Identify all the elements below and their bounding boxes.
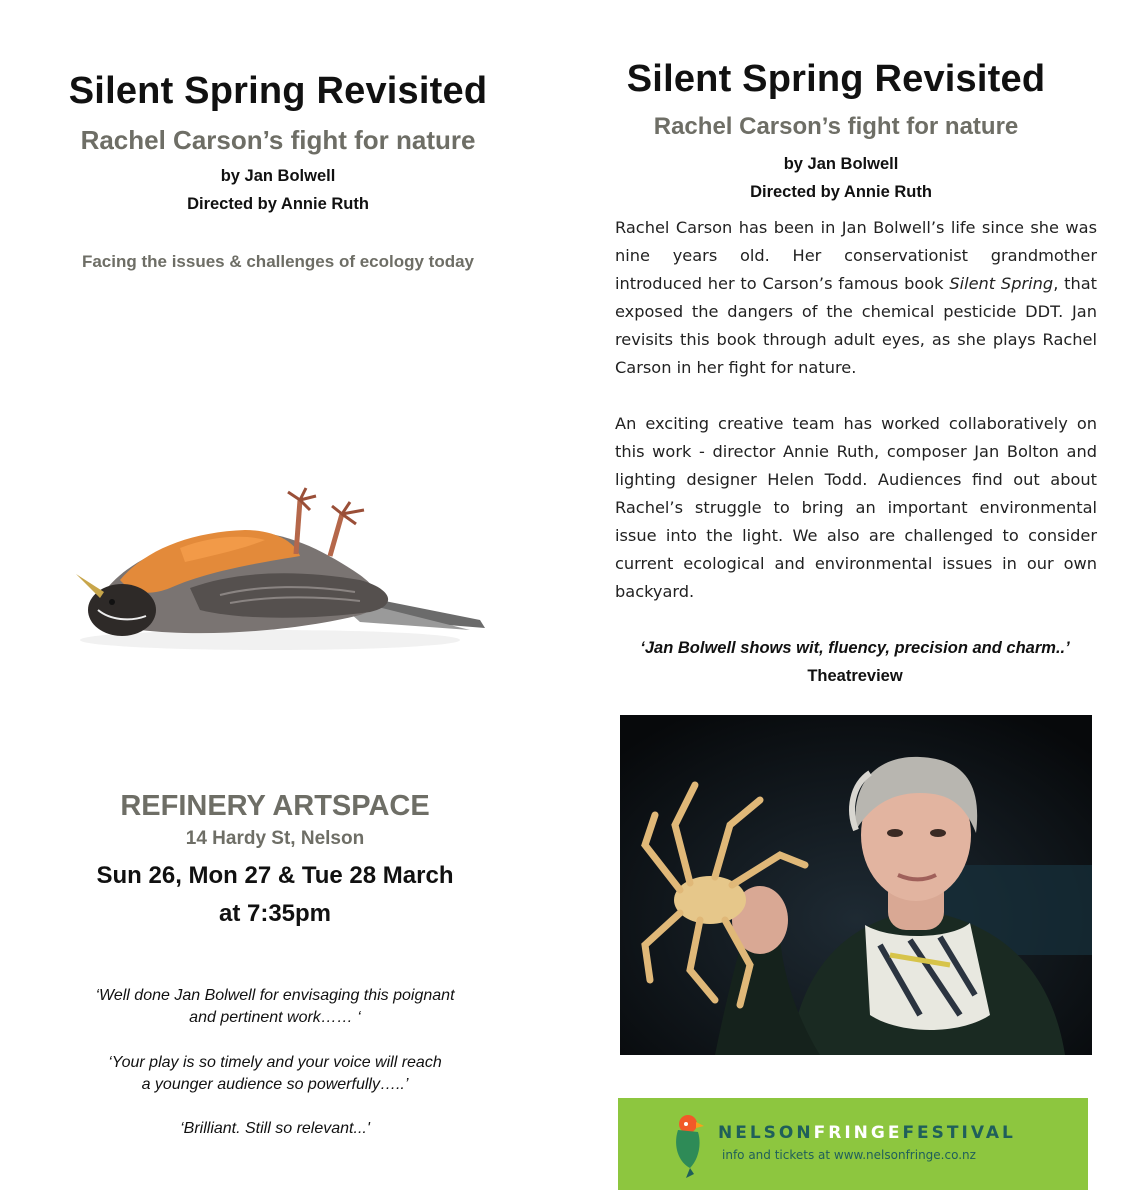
festival-word-fringe: FRINGE — [813, 1123, 903, 1143]
performer-photo-illustration — [620, 715, 1092, 1055]
quote-line: ‘Your play is so timely and your voice will reach — [108, 1054, 442, 1071]
right-subtitle: Rachel Carson’s fight for nature — [653, 113, 1019, 140]
dead-bird-illustration — [60, 470, 500, 660]
festival-word-nelson: NELSON — [718, 1123, 814, 1143]
left-subtitle: Rachel Carson’s fight for nature — [80, 125, 476, 155]
parrot-logo-icon — [668, 1110, 718, 1180]
paragraph-1: Rachel Carson has been in Jan Bolwell’s life since she was nine years old. Her conservationist grandmother introduced her to Carson’s famous book Silent Spring, that exposed the dangers of the chemical pesticide DDT. Jan revisits this book through adult eyes, as she plays Rachel Carson in her fight for nature. — [615, 218, 1097, 377]
quote-line: ‘Brilliant. Still so relevant...' — [180, 1120, 370, 1137]
festival-name — [718, 1123, 1016, 1143]
performance-time: at 7:35pm — [218, 900, 332, 927]
review-quote: ‘Jan Bolwell shows wit, fluency, precision and charm..’ — [640, 639, 1070, 657]
book-title: Silent Spring — [949, 274, 1054, 293]
audience-quote — [40, 1118, 510, 1140]
left-byline: by Jan Bolwell — [220, 167, 336, 185]
paragraph-2: An exciting creative team has worked collaboratively on this work - director Annie Ruth, composer Jan Bolton and lighting designer Helen Todd. Audiences find out about Rachel’s struggle to bring an important environmental issue into the light. We also are challenged to consider current ecological and environmental issues in our own backyard. — [615, 414, 1097, 601]
audience-quote — [40, 985, 510, 1029]
quote-line: and pertinent work…… ‘ — [189, 1009, 361, 1026]
festival-banner[interactable] — [618, 1098, 1088, 1190]
right-title: Silent Spring Revisited — [626, 58, 1046, 100]
left-director: Directed by Annie Ruth — [187, 195, 369, 213]
performer-photo — [620, 715, 1092, 1055]
venue-address: 14 Hardy St, Nelson — [185, 828, 365, 849]
audience-quote — [40, 1052, 510, 1096]
venue-name: REFINERY ARTSPACE — [120, 790, 430, 822]
left-title: Silent Spring Revisited — [68, 70, 488, 112]
description-text — [615, 214, 1097, 606]
right-byline: by Jan Bolwell — [783, 155, 899, 173]
right-director: Directed by Annie Ruth — [750, 183, 932, 201]
festival-tickets-link[interactable]: info and tickets at www.nelsonfringe.co.nz — [722, 1148, 976, 1162]
quote-line: ‘Well done Jan Bolwell for envisaging this poignant — [95, 987, 455, 1004]
festival-word-festival: FESTIVAL — [902, 1123, 1016, 1143]
review-source: Theatreview — [807, 667, 903, 685]
quote-line: a younger audience so powerfully…..’ — [141, 1076, 409, 1093]
performance-dates: Sun 26, Mon 27 & Tue 28 March — [96, 862, 454, 889]
left-tagline: Facing the issues & challenges of ecology today — [81, 252, 475, 271]
